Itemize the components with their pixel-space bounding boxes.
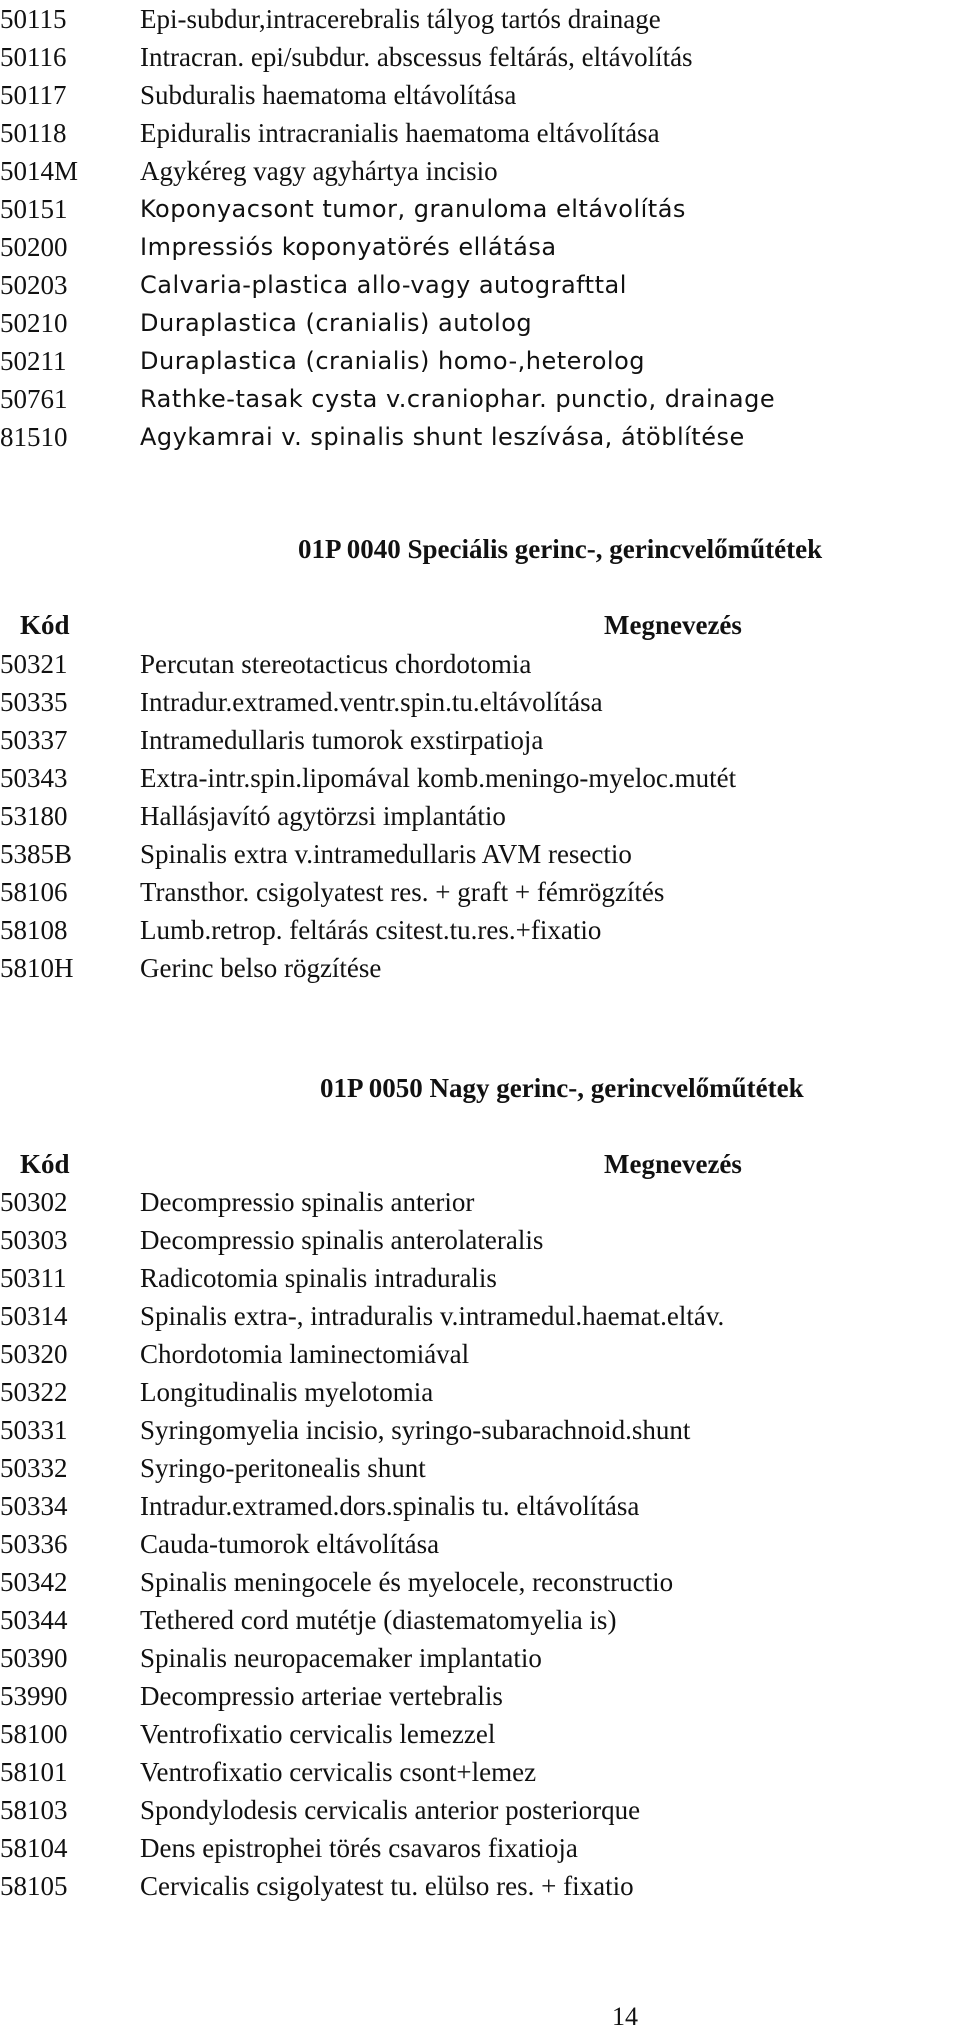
procedure-code: 58108 xyxy=(0,915,68,945)
procedure-code: 58100 xyxy=(0,1719,68,1749)
list-item xyxy=(0,266,960,304)
procedure-name: Epi-subdur,intracerebralis tályog tartós drainage xyxy=(140,4,661,34)
list-item xyxy=(0,114,960,152)
table-row xyxy=(0,721,960,759)
procedure-code: 50303 xyxy=(0,1225,68,1255)
list-item xyxy=(0,380,960,418)
procedure-name: Radicotomia spinalis intraduralis xyxy=(140,1263,497,1293)
procedure-name: Intracran. epi/subdur. abscessus feltárás, eltávolítás xyxy=(140,42,693,72)
procedure-code: 58106 xyxy=(0,877,68,907)
table-row xyxy=(0,1449,960,1487)
procedure-code: 50761 xyxy=(0,384,68,414)
procedure-code: 50210 xyxy=(0,308,68,338)
procedure-name: Rathke-tasak cysta v.craniophar. punctio, drainage xyxy=(140,385,776,413)
table-row xyxy=(0,1639,960,1677)
procedure-name: Ventrofixatio cervicalis lemezzel xyxy=(140,1719,496,1749)
procedure-code: 50115 xyxy=(0,4,67,34)
procedure-name: Agykamrai v. spinalis shunt leszívása, átöblítése xyxy=(140,423,745,451)
procedure-name: Decompressio arteriae vertebralis xyxy=(140,1681,503,1711)
table-row xyxy=(0,645,960,683)
procedure-code: 50344 xyxy=(0,1605,68,1635)
procedure-name: Spinalis neuropacemaker implantatio xyxy=(140,1643,542,1673)
column-header-code: Kód xyxy=(20,610,70,640)
procedure-code: 50203 xyxy=(0,270,68,300)
procedure-code: 5014M xyxy=(0,156,79,186)
procedure-name: Calvaria-plastica allo-vagy autografttal xyxy=(140,271,627,299)
table-row xyxy=(0,1867,960,1905)
table-row xyxy=(0,1791,960,1829)
procedure-name: Cauda-tumorok eltávolítása xyxy=(140,1529,440,1559)
procedure-name: Syringo-peritonealis shunt xyxy=(140,1453,426,1483)
list-item xyxy=(0,190,960,228)
procedure-code: 50311 xyxy=(0,1263,67,1293)
procedure-name: Agykéreg vagy agyhártya incisio xyxy=(140,156,498,186)
table-row xyxy=(0,1297,960,1335)
table-row xyxy=(0,683,960,721)
procedure-name: Koponyacsont tumor, granuloma eltávolítás xyxy=(140,195,686,223)
procedure-code: 50335 xyxy=(0,687,68,717)
procedure-code: 50117 xyxy=(0,80,67,110)
table-row xyxy=(0,1677,960,1715)
table-row xyxy=(0,1183,960,1221)
procedure-code: 50343 xyxy=(0,763,68,793)
procedure-code: 5810H xyxy=(0,953,74,983)
procedure-name: Gerinc belso rögzítése xyxy=(140,953,382,983)
procedure-code: 50116 xyxy=(0,42,67,72)
table-row xyxy=(0,759,960,797)
procedure-code: 58103 xyxy=(0,1795,68,1825)
procedure-name: Syringomyelia incisio, syringo-subarachnoid.shunt xyxy=(140,1415,691,1445)
procedure-name: Intradur.extramed.ventr.spin.tu.eltávolítása xyxy=(140,687,603,717)
procedure-name: Extra-intr.spin.lipomával komb.meningo-myeloc.mutét xyxy=(140,763,737,793)
list-item xyxy=(0,38,960,76)
procedure-code: 5385B xyxy=(0,839,73,869)
procedure-name: Duraplastica (cranialis) homo-,heterolog xyxy=(140,347,645,375)
procedure-name: Percutan stereotacticus chordotomia xyxy=(140,649,532,679)
procedure-name: Tethered cord mutétje (diastematomyelia is) xyxy=(140,1605,617,1635)
procedure-name: Chordotomia laminectomiával xyxy=(140,1339,470,1369)
list-item xyxy=(0,342,960,380)
procedure-code: 50337 xyxy=(0,725,68,755)
procedure-name: Intramedullaris tumorok exstirpatioja xyxy=(140,725,544,755)
procedure-name: Transthor. csigolyatest res. + graft + fémrögzítés xyxy=(140,877,665,907)
table-row xyxy=(0,949,960,987)
procedure-code: 50336 xyxy=(0,1529,68,1559)
table-row xyxy=(0,1563,960,1601)
procedure-code: 58105 xyxy=(0,1871,68,1901)
section-title: 01P 0040 Speciális gerinc-, gerincvelőműtétek xyxy=(298,534,823,564)
procedure-name: Epiduralis intracranialis haematoma eltávolítása xyxy=(140,118,660,148)
table-row xyxy=(0,1221,960,1259)
table-row xyxy=(0,1335,960,1373)
procedure-name: Ventrofixatio cervicalis csont+lemez xyxy=(140,1757,537,1787)
procedure-code: 58104 xyxy=(0,1833,68,1863)
list-item xyxy=(0,418,960,456)
procedure-code: 50118 xyxy=(0,118,67,148)
procedure-name: Cervicalis csigolyatest tu. elülso res. + fixatio xyxy=(140,1871,634,1901)
procedure-name: Longitudinalis myelotomia xyxy=(140,1377,434,1407)
procedure-code: 50322 xyxy=(0,1377,68,1407)
list-item xyxy=(0,76,960,114)
procedure-name: Lumb.retrop. feltárás csitest.tu.res.+fixatio xyxy=(140,915,602,945)
procedure-code: 50320 xyxy=(0,1339,68,1369)
table-row xyxy=(0,1829,960,1867)
page-number: 14 xyxy=(612,2002,638,2031)
procedure-name: Spinalis meningocele és myelocele, reconstructio xyxy=(140,1567,674,1597)
procedure-code: 50211 xyxy=(0,346,67,376)
list-item xyxy=(0,304,960,342)
table-row xyxy=(0,911,960,949)
procedure-code: 50342 xyxy=(0,1567,68,1597)
procedure-name: Impressiós koponyatörés ellátása xyxy=(140,233,557,261)
list-item xyxy=(0,228,960,266)
table-row xyxy=(0,835,960,873)
table-row xyxy=(0,1373,960,1411)
procedure-code: 50331 xyxy=(0,1415,68,1445)
table-row xyxy=(0,1601,960,1639)
procedure-name: Duraplastica (cranialis) autolog xyxy=(140,309,533,337)
procedure-code: 50321 xyxy=(0,649,68,679)
column-header-name: Megnevezés xyxy=(604,1149,742,1179)
procedure-code: 50332 xyxy=(0,1453,68,1483)
procedure-name: Subduralis haematoma eltávolítása xyxy=(140,80,517,110)
table-row xyxy=(0,873,960,911)
section-title: 01P 0050 Nagy gerinc-, gerincvelőműtétek xyxy=(320,1073,804,1103)
procedure-code: 50151 xyxy=(0,194,68,224)
procedure-code: 50200 xyxy=(0,232,68,262)
procedure-name: Hallásjavító agytörzsi implantátio xyxy=(140,801,506,831)
table-row xyxy=(0,1411,960,1449)
procedure-name: Decompressio spinalis anterior xyxy=(140,1187,475,1217)
list-item xyxy=(0,0,960,38)
procedure-name: Dens epistrophei törés csavaros fixatioja xyxy=(140,1833,578,1863)
table-header xyxy=(0,1145,960,1183)
table-row xyxy=(0,1487,960,1525)
table-row xyxy=(0,1525,960,1563)
procedure-code: 53180 xyxy=(0,801,68,831)
column-header-name: Megnevezés xyxy=(604,610,742,640)
table-row xyxy=(0,1715,960,1753)
procedure-name: Spinalis extra-, intraduralis v.intramedul.haemat.eltáv. xyxy=(140,1301,725,1331)
procedure-code: 50390 xyxy=(0,1643,68,1673)
procedure-name: Intradur.extramed.dors.spinalis tu. eltávolítása xyxy=(140,1491,640,1521)
procedure-code: 50314 xyxy=(0,1301,68,1331)
procedure-code: 50334 xyxy=(0,1491,68,1521)
procedure-name: Spondylodesis cervicalis anterior posteriorque xyxy=(140,1795,641,1825)
procedure-code: 58101 xyxy=(0,1757,68,1787)
table-row xyxy=(0,797,960,835)
column-header-code: Kód xyxy=(20,1149,70,1179)
procedure-name: Decompressio spinalis anterolateralis xyxy=(140,1225,544,1255)
procedure-code: 81510 xyxy=(0,422,68,452)
procedure-name: Spinalis extra v.intramedullaris AVM resectio xyxy=(140,839,632,869)
table-row xyxy=(0,1753,960,1791)
table-header xyxy=(0,606,960,644)
table-row xyxy=(0,1259,960,1297)
procedure-code: 50302 xyxy=(0,1187,68,1217)
procedure-code: 53990 xyxy=(0,1681,68,1711)
list-item xyxy=(0,152,960,190)
